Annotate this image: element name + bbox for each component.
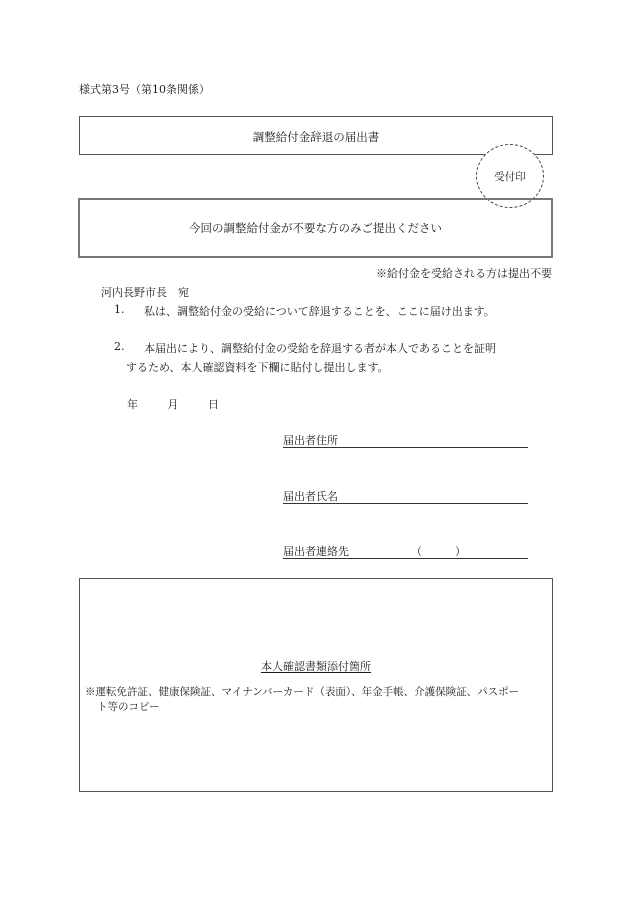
- attachment-title: 本人確認書類添付箇所: [261, 660, 371, 673]
- field-label: 届出者氏名: [283, 490, 338, 503]
- item-text: 本届出により、調整給付金の受給を辞退する者が本人であることを証明: [144, 342, 496, 355]
- item-number: 2.: [114, 340, 125, 353]
- attachment-note-line-2: ト等のコピー: [97, 701, 160, 713]
- notice-box: [78, 198, 553, 258]
- title-box: [79, 116, 553, 155]
- item-number: 1.: [114, 303, 125, 316]
- id-attachment-area: [79, 578, 553, 792]
- form-number: 様式第3号（第10条関係）: [79, 83, 210, 96]
- attachment-note: [85, 685, 547, 715]
- applicant-name-field[interactable]: [283, 488, 528, 504]
- field-label: 届出者住所: [283, 434, 338, 447]
- field-label: 届出者連絡先: [283, 545, 349, 558]
- date-line: [127, 396, 245, 412]
- item-text: 私は、調整給付金の受給について辞退することを、ここに届け出ます。: [144, 305, 495, 318]
- form-title: 調整給付金辞退の届出書: [252, 130, 380, 144]
- month-label: 月: [167, 398, 179, 411]
- notice-text: 今回の調整給付金が不要な方のみご提出ください: [189, 221, 442, 235]
- year-label: 年: [127, 398, 138, 411]
- attachment-note-line-1: ※運転免許証、健康保険証、マイナンバーカード（表面）、年金手帳、介護保険証、パスポー: [85, 686, 520, 698]
- stamp-label: 受付印: [494, 171, 526, 183]
- applicant-contact-field[interactable]: [283, 543, 528, 559]
- contact-paren: （ ）: [411, 545, 466, 558]
- applicant-address-field[interactable]: [283, 432, 528, 448]
- addressee: 河内長野市長 宛: [101, 286, 189, 299]
- not-needed-note: ※給付金を受給される方は提出不要: [376, 267, 552, 280]
- item-text-continued: するため、本人確認資料を下欄に貼付し提出します。: [126, 361, 389, 374]
- day-label: 日: [208, 398, 219, 411]
